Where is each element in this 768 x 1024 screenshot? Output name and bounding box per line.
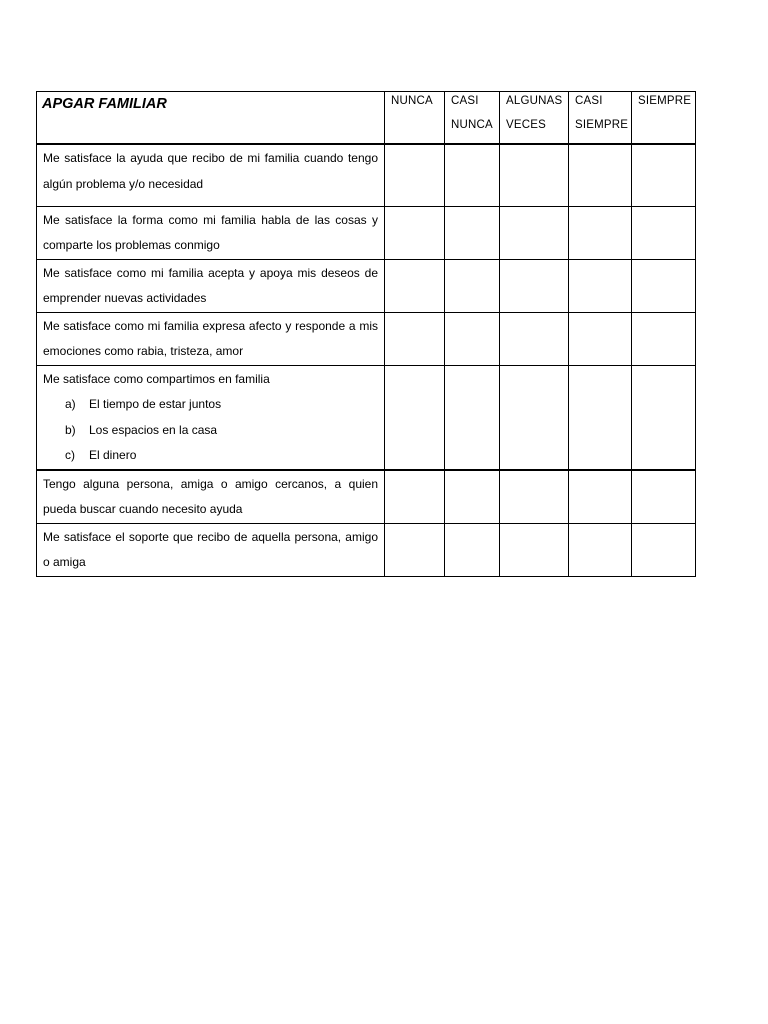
column-header-nunca: [385, 92, 445, 145]
answer-cell-siempre[interactable]: [632, 259, 696, 312]
table-title-cell: [37, 92, 385, 145]
question-text: Me satisface como mi familia acepta y apoya mis deseos de emprender nuevas actividades: [43, 265, 378, 305]
list-item-text: Los espacios en la casa: [89, 422, 218, 437]
question-row-5: [37, 365, 696, 470]
answer-cell-casi-nunca[interactable]: [445, 312, 500, 365]
answer-cell-casi-siempre[interactable]: [569, 312, 632, 365]
column-header-line1: ALGUNAS: [506, 95, 563, 107]
answer-cell-nunca[interactable]: [385, 365, 445, 470]
answer-cell-casi-nunca[interactable]: [445, 259, 500, 312]
column-header-line1: CASI: [451, 95, 479, 107]
question-row-7: [37, 523, 696, 576]
answer-cell-siempre[interactable]: [632, 206, 696, 259]
question-text: Me satisface como compartimos en familia: [43, 371, 270, 386]
question-row-1: [37, 144, 696, 206]
answer-cell-casi-siempre[interactable]: [569, 470, 632, 524]
list-marker: b): [65, 422, 76, 437]
question-cell: [37, 312, 385, 365]
table-header-row: [37, 92, 696, 145]
answer-cell-algunas-veces[interactable]: [500, 206, 569, 259]
question-row-6: [37, 470, 696, 524]
answer-cell-algunas-veces[interactable]: [500, 144, 569, 206]
answer-cell-algunas-veces[interactable]: [500, 259, 569, 312]
list-item-text: El dinero: [89, 448, 137, 462]
column-header-line2: NUNCA: [451, 119, 493, 131]
answer-cell-nunca[interactable]: [385, 206, 445, 259]
answer-cell-nunca[interactable]: [385, 144, 445, 206]
question-text: Me satisface la forma como mi familia habla de las cosas y comparte los problemas conmigo: [43, 212, 378, 252]
answer-cell-siempre[interactable]: [632, 365, 696, 470]
answer-cell-casi-nunca[interactable]: [445, 523, 500, 576]
question-cell: [37, 144, 385, 206]
column-header-line1: CASI: [575, 95, 603, 107]
question-cell: [37, 470, 385, 524]
table-title: APGAR FAMILIAR: [42, 96, 167, 112]
answer-cell-casi-nunca[interactable]: [445, 365, 500, 470]
column-header-line1: NUNCA: [391, 95, 433, 107]
answer-cell-algunas-veces[interactable]: [500, 523, 569, 576]
column-header-algunas-veces: [500, 92, 569, 145]
question-cell: [37, 523, 385, 576]
answer-cell-nunca[interactable]: [385, 523, 445, 576]
column-header-casi-siempre: [569, 92, 632, 145]
question-cell: [37, 259, 385, 312]
answer-cell-casi-siempre[interactable]: [569, 365, 632, 470]
answer-cell-siempre[interactable]: [632, 523, 696, 576]
column-header-line1: SIEMPRE: [638, 95, 692, 107]
answer-cell-nunca[interactable]: [385, 259, 445, 312]
answer-cell-algunas-veces[interactable]: [500, 365, 569, 470]
answer-cell-siempre[interactable]: [632, 312, 696, 365]
list-item-text: El tiempo de estar juntos: [89, 397, 222, 411]
question-row-4: [37, 312, 696, 365]
answer-cell-casi-siempre[interactable]: [569, 523, 632, 576]
question-row-3: [37, 259, 696, 312]
list-marker: c): [65, 448, 75, 462]
column-header-casi-nunca: [445, 92, 500, 145]
question-text: Me satisface el soporte que recibo de aquella persona, amigo o amiga: [43, 529, 378, 569]
answer-cell-siempre[interactable]: [632, 144, 696, 206]
answer-cell-casi-nunca[interactable]: [445, 470, 500, 524]
question-text: Me satisface como mi familia expresa afecto y responde a mis emociones como rabia, tristeza, amor: [43, 318, 378, 358]
question-cell: [37, 206, 385, 259]
column-header-line2: SIEMPRE: [575, 119, 629, 131]
answer-cell-algunas-veces[interactable]: [500, 312, 569, 365]
column-header-siempre: [632, 92, 696, 145]
answer-cell-casi-siempre[interactable]: [569, 144, 632, 206]
question-cell: [37, 365, 385, 470]
answer-cell-casi-siempre[interactable]: [569, 259, 632, 312]
list-item: [65, 418, 378, 444]
sub-items-list: [43, 392, 378, 469]
list-item: [65, 392, 378, 418]
answer-cell-casi-siempre[interactable]: [569, 206, 632, 259]
question-row-2: [37, 206, 696, 259]
list-marker: a): [65, 397, 76, 411]
answer-cell-nunca[interactable]: [385, 470, 445, 524]
question-text: Me satisface la ayuda que recibo de mi familia cuando tengo algún problema y/o necesidad: [43, 151, 378, 191]
answer-cell-nunca[interactable]: [385, 312, 445, 365]
apgar-familiar-table: [36, 91, 696, 577]
column-header-line2: VECES: [506, 119, 546, 131]
list-item: [65, 443, 378, 469]
question-text: Tengo alguna persona, amiga o amigo cercanos, a quien pueda buscar cuando necesito ayuda: [43, 476, 378, 516]
document-page: [36, 91, 695, 577]
answer-cell-siempre[interactable]: [632, 470, 696, 524]
answer-cell-casi-nunca[interactable]: [445, 144, 500, 206]
answer-cell-casi-nunca[interactable]: [445, 206, 500, 259]
answer-cell-algunas-veces[interactable]: [500, 470, 569, 524]
